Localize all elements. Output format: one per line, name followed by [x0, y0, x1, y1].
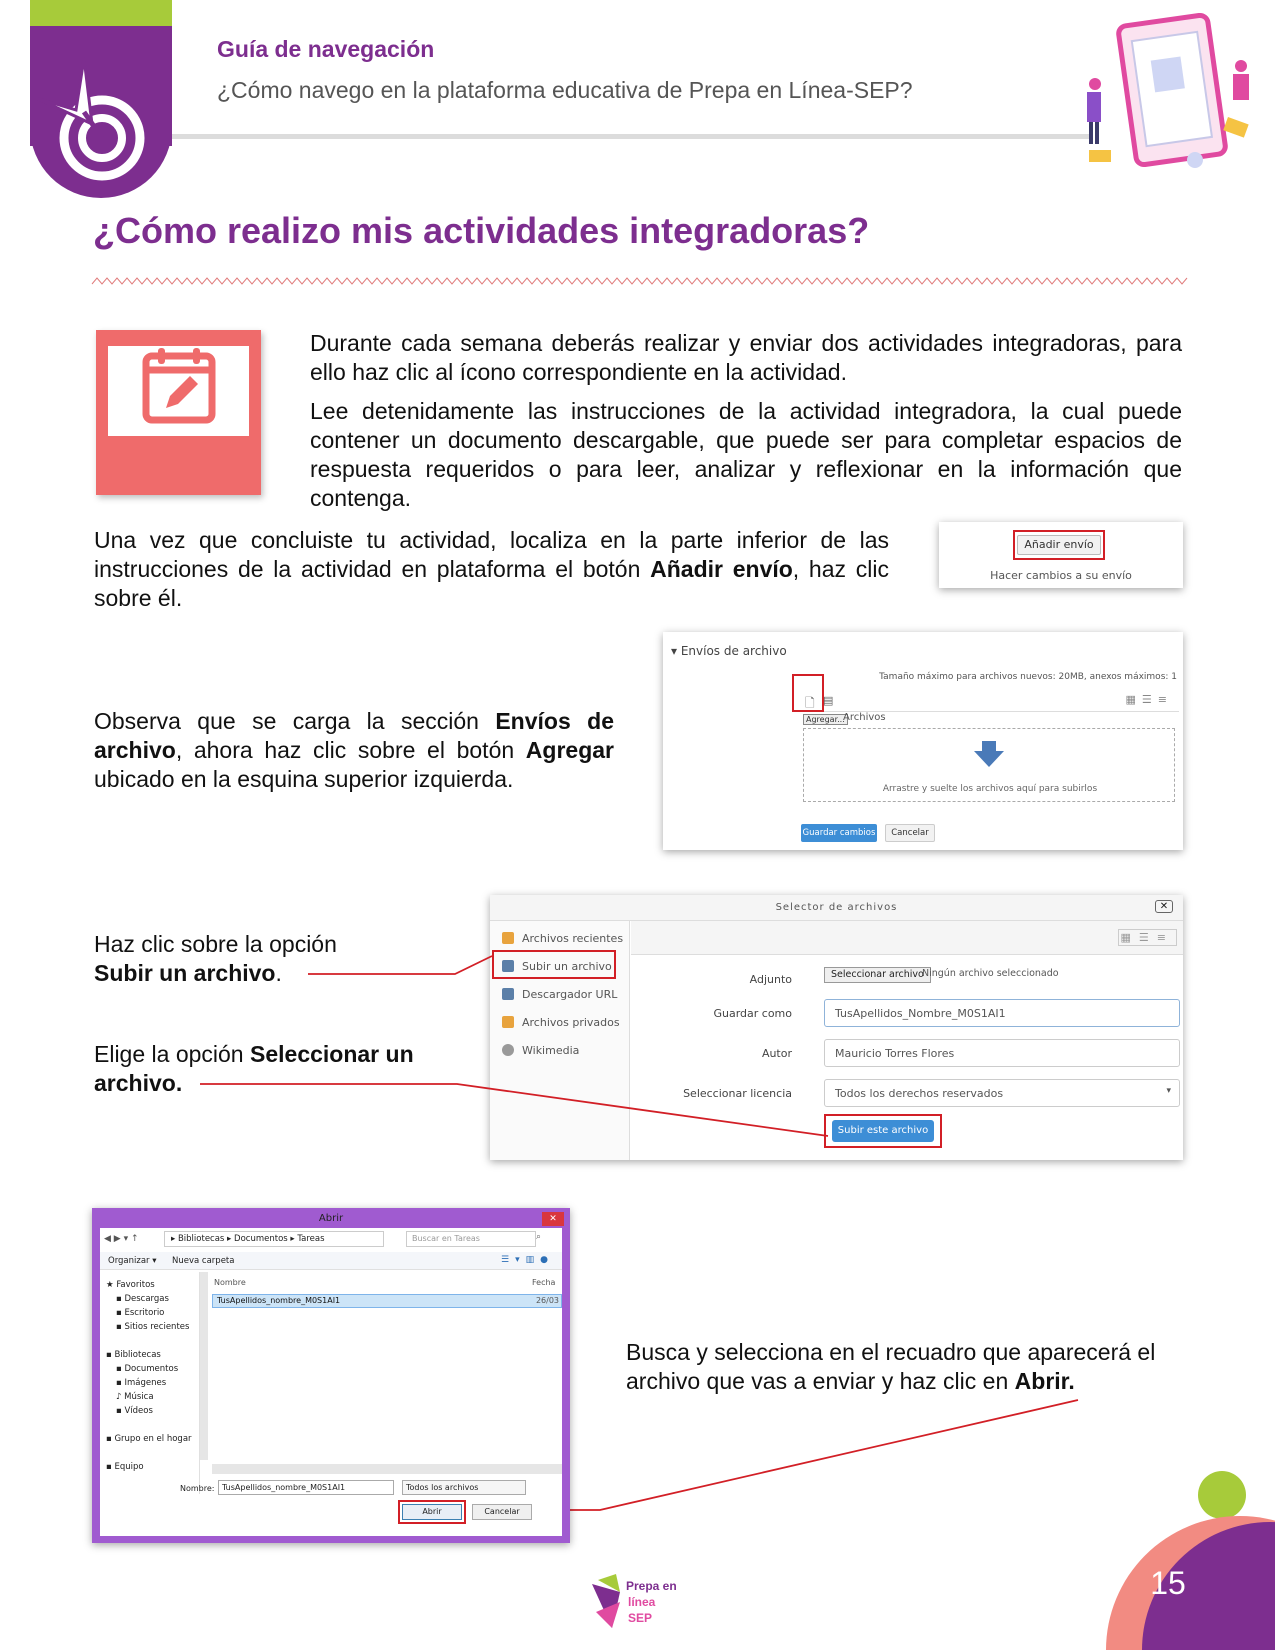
view-options-icons[interactable]: ☰▾▥● [501, 1255, 554, 1265]
command-bar [100, 1252, 562, 1270]
file-name: TusApellidos_nombre_M0S1AI1 [217, 1296, 341, 1305]
page-number: 15 [1150, 1565, 1186, 1601]
tree-videos[interactable]: ▪ Vídeos [116, 1406, 153, 1416]
paragraph-weekly-activities: Durante cada semana deberás realizar y enviar dos actividades integradoras, para ello haz clic al ícono correspondiente en la actividad. [310, 330, 1182, 385]
license-select[interactable]: Todos los derechos reservados ▾ [824, 1079, 1180, 1107]
column-date[interactable]: Fecha [532, 1278, 556, 1287]
tree-images[interactable]: ▪ Imágenes [116, 1378, 167, 1388]
save-as-label: Guardar como [713, 1007, 792, 1020]
header-subtitle: ¿Cómo navego en la plataforma educativa de Prepa en Línea-SEP? [217, 77, 913, 103]
column-name[interactable]: Nombre [214, 1278, 246, 1287]
license-label: Seleccionar licencia [683, 1087, 792, 1100]
paragraph-add-submission: Una vez que concluiste tu actividad, localiza en la parte inferior de las instrucciones de la actividad en plataforma el botón Añadir envío, haz clic sobre él. [94, 527, 889, 611]
paragraph-select-file: Elige la opción Seleccionar un archivo. [94, 1041, 414, 1096]
close-icon[interactable]: ✕ [542, 1212, 564, 1226]
view-mode-icons[interactable]: ▦☰≡ [1125, 693, 1173, 706]
paragraph-file-submissions: Observa que se carga la sección Envíos de archivo, ahora haz clic sobre el botón Agregar ubicado en la esquina superior izquierda. [94, 708, 614, 792]
open-button[interactable]: Abrir [402, 1504, 462, 1520]
tree-downloads[interactable]: ▪ Descargas [116, 1294, 169, 1304]
dialog-titlebar [96, 1212, 566, 1228]
add-tooltip: Agregar... [803, 714, 848, 725]
paragraph-open-file: Busca y selecciona en el recuadro que aparecerá el archivo que vas a enviar y haz clic en Abrir. [626, 1339, 1156, 1394]
tree-music[interactable]: ♪ Música [116, 1392, 154, 1402]
file-submissions-heading: ▾ Envíos de archivo [671, 644, 787, 658]
prepa-en-linea-logo [590, 1572, 677, 1632]
organize-menu[interactable]: Organizar ▾ [108, 1256, 157, 1266]
search-input[interactable]: Buscar en Tareas [406, 1231, 536, 1247]
sidebar-item-url[interactable]: Descargador URL [502, 985, 617, 1005]
no-file-text: Ningún archivo seleccionado [922, 968, 1059, 979]
file-date: 26/03 [535, 1296, 559, 1305]
add-submission-button[interactable]: Añadir envío [1017, 535, 1101, 555]
paragraph-upload-option: Haz clic sobre la opción Subir un archivo. [94, 931, 337, 986]
save-as-input[interactable]: TusApellidos_Nombre_M0S1AI1 [824, 999, 1180, 1027]
sidebar-item-wikimedia[interactable]: Wikimedia [502, 1041, 579, 1061]
view-mode-icons[interactable]: ▦☰≡ [1118, 929, 1177, 946]
save-changes-button[interactable]: Guardar cambios [801, 824, 877, 842]
upload-file-button[interactable]: Subir este archivo [832, 1120, 934, 1142]
close-icon[interactable]: ✕ [1155, 900, 1173, 913]
address-bar[interactable]: ▸ Bibliotecas ▸ Documentos ▸ Tareas [164, 1231, 384, 1247]
search-icon[interactable]: ⌕ [536, 1232, 542, 1242]
svg-text:SEP: SEP [628, 1611, 653, 1625]
paragraph-instructions: Lee detenidamente las instrucciones de la actividad integradora, la cual puede contener un documento descargable, que puede ser para completar espacios de respuesta requeridos o para leer, analizar y reflexionar en la información que contenga. [310, 398, 1182, 511]
tree-computer[interactable]: ▪ Equipo [106, 1462, 144, 1472]
edit-submission-text: Hacer cambios a su envío [990, 569, 1132, 582]
nav-arrows-icon[interactable]: ◀ ▶ ▾ ↑ [104, 1234, 139, 1244]
svg-text:Prepa en: Prepa en [626, 1579, 677, 1593]
sidebar-item-private[interactable]: Archivos privados [502, 1013, 620, 1033]
header-title: Guía de navegación [217, 36, 435, 62]
drop-zone-text: Arrastre y suelte los archivos aquí para subirlos [882, 784, 1098, 794]
svg-text:línea: línea [628, 1595, 656, 1609]
file-type-select[interactable]: Todos los archivos [402, 1480, 526, 1495]
sidebar-item-recent[interactable]: Archivos recientes [502, 929, 623, 949]
add-file-icon[interactable]: 🗋 [805, 696, 815, 710]
tree-recent[interactable]: ▪ Sitios recientes [116, 1322, 190, 1332]
tree-homegroup[interactable]: ▪ Grupo en el hogar [106, 1434, 192, 1444]
sidebar-item-upload[interactable]: Subir un archivo [502, 957, 612, 977]
chevron-down-icon: ▾ [1166, 1086, 1171, 1096]
tree-documents[interactable]: ▪ Documentos [116, 1364, 179, 1374]
folder-icon[interactable]: ▤ [823, 694, 834, 707]
tree-favorites[interactable]: ★ Favoritos [106, 1280, 155, 1290]
max-size-text: Tamaño máximo para archivos nuevos: 20MB, anexos máximos: 1 [879, 672, 1177, 682]
author-label: Autor [761, 1047, 792, 1060]
author-input[interactable]: Mauricio Torres Flores [824, 1039, 1180, 1067]
dialog-title: Abrir [318, 1213, 344, 1224]
cancel-button[interactable]: Cancelar [885, 824, 935, 842]
filename-input[interactable]: TusApellidos_nombre_M0S1AI1 [218, 1480, 394, 1495]
file-picker-title: Selector de archivos [775, 902, 898, 913]
cancel-button[interactable]: Cancelar [472, 1504, 532, 1520]
select-file-button[interactable]: Seleccionar archivo [824, 967, 931, 983]
page-title: ¿Cómo realizo mis actividades integradoras? [93, 210, 870, 251]
files-label: Archivos [843, 712, 886, 723]
filename-label: Nombre: [180, 1484, 215, 1493]
file-row[interactable] [212, 1294, 562, 1308]
attachment-label: Adjunto [749, 973, 792, 986]
tree-libraries[interactable]: ▪ Bibliotecas [106, 1350, 161, 1360]
new-folder-button[interactable]: Nueva carpeta [172, 1256, 235, 1266]
tree-desktop[interactable]: ▪ Escritorio [116, 1308, 165, 1318]
